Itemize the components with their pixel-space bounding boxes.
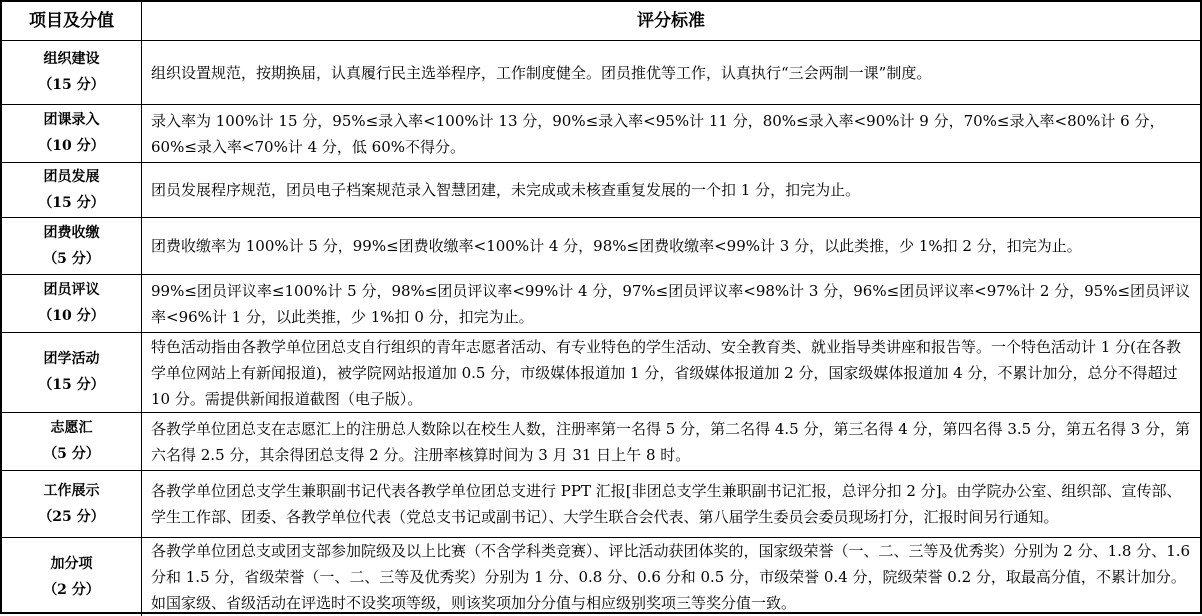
item-cell (2, 471, 142, 537)
table-row-volunteer-hub (2, 412, 1200, 470)
item-cell (2, 218, 142, 274)
criteria-text: 组织设置规范，按期换届，认真履行民主选举程序，工作制度健全。团员推优等工作，认真执行“三会两制一课”制度。 (151, 63, 932, 82)
item-cell (2, 275, 142, 332)
item-name: 团员评议 (43, 282, 100, 299)
item-cell (2, 163, 142, 217)
table-row-bonus-points (2, 537, 1200, 616)
table-row-league-activities (2, 332, 1200, 412)
item-cell (2, 413, 142, 470)
table-row-league-class-entry (2, 104, 1200, 162)
table-header-row (2, 2, 1200, 40)
item-score: （2 分） (43, 581, 100, 598)
criteria-cell (142, 163, 1200, 217)
criteria-cell (142, 218, 1200, 274)
criteria-text: 特色活动指由各教学单位团总支自行组织的青年志愿者活动、有专业特色的学生活动、安全教育类、就业指导类讲座和报告等。一个特色活动计 1 分(在各教学单位网站上有新闻报道)，被学院网站报道加 0.5 分，市级媒体报道加 1 分，省级媒体报道加 2 分，国家级媒体报道加 4 分，不累计加分，总分不得超过 10 分。需提供新闻报道截图（电子版）。 (151, 337, 1181, 408)
item-score: （5 分） (43, 250, 100, 267)
item-score: （25 分） (38, 508, 105, 525)
item-score: （15 分） (38, 77, 105, 93)
criteria-cell (142, 538, 1200, 616)
item-name: 工作展示 (43, 482, 100, 499)
header-item-column: 项目及分值 (2, 2, 142, 40)
criteria-cell (142, 471, 1200, 537)
item-score: （10 分） (38, 138, 105, 154)
criteria-text: 录入率为 100%计 15 分，95%≤录入率<100%计 13 分，90%≤录入率<95%计 11 分，80%≤录入率<90%计 9 分，70%≤录入率<80%计 6 分，60%≤录入率<70%计 4 分，低 60%不得分。 (151, 111, 1165, 156)
criteria-text: 团员发展程序规范，团员电子档案规范录入智慧团建，未完成或未核查重复发展的一个扣 1 分，扣完为止。 (151, 181, 861, 199)
item-cell (2, 41, 142, 104)
criteria-text: 各教学单位团总支学生兼职副书记代表各教学单位团总支进行 PPT 汇报[非团总支学生兼职副书记汇报，总评分扣 2 分]。由学院办公室、组织部、宣传部、学生工作部、团委、各教学单位代表（党总支书记或副书记）、大学生联合会代表、第八届学生委员会委员现场打分，汇报时间另行通知。 (151, 482, 1182, 526)
table-row-organization-building (2, 40, 1200, 104)
item-name: 加分项 (50, 555, 93, 572)
table-row-work-presentation (2, 470, 1200, 537)
item-cell (2, 333, 142, 412)
table-row-member-appraisal (2, 274, 1200, 332)
item-name: 团学活动 (43, 351, 100, 368)
item-name: 团员发展 (43, 168, 100, 185)
criteria-text: 各教学单位团总支在志愿汇上的注册总人数除以在校生人数，注册率第一名得 5 分，第二名得 4.5 分，第三名得 4 分，第四名得 3.5 分，第五名得 3 分，第六名得 2.5 分，其余得团总支得 2 分。注册率核算时间为 3 月 31 日上午 8 时。 (151, 419, 1191, 464)
item-score: （15 分） (38, 377, 105, 393)
item-cell (2, 538, 142, 616)
criteria-cell (142, 41, 1200, 104)
criteria-cell (142, 105, 1200, 162)
item-name: 团课录入 (43, 112, 100, 129)
item-cell (2, 105, 142, 162)
table-row-dues-collection (2, 217, 1200, 274)
criteria-text: 各教学单位团总支或团支部参加院级及以上比赛（不含学科类竞赛）、评比活动获团体奖的，国家级荣誉（一、二、三等及优秀奖）分别为 2 分、1.8 分、1.6 分和 1.5 分，省级荣誉（一、二、三等及优秀奖）分别为 1 分、0.8 分、0.6 分和 0.5 分，市级荣誉 0.4 分，院级荣誉 0.2 分，取最高分值，不累计加分。如国家级、省级活动在评选时不设奖项等级，则该奖项加分分值与相应级别奖项三等奖分值一致。 (151, 542, 1191, 612)
criteria-cell (142, 333, 1200, 412)
item-name: 团费收缴 (43, 224, 100, 241)
item-name: 志愿汇 (50, 420, 93, 437)
table-row-member-development (2, 162, 1200, 217)
criteria-cell (142, 275, 1200, 332)
item-name: 组织建设 (43, 51, 100, 68)
header-criteria-column: 评分标准 (637, 11, 705, 31)
criteria-cell (142, 413, 1200, 470)
item-score: （15 分） (38, 194, 105, 211)
criteria-text: 99%≤团员评议率≤100%计 5 分，98%≤团员评议率<99%计 4 分，97%≤团员评议率<98%计 3 分，96%≤团员评议率<97%计 2 分，95%≤团员评议率<96%计 1 分，以此类推，少 1%扣 0 分，扣完为止。 (151, 281, 1191, 326)
item-score: （5 分） (43, 446, 100, 462)
criteria-text: 团费收缴率为 100%计 5 分，99%≤团费收缴率<100%计 4 分，98%≤团费收缴率<99%计 3 分，以此类推，少 1%扣 2 分，扣完为止。 (151, 237, 1082, 255)
item-score: （10 分） (38, 308, 105, 324)
